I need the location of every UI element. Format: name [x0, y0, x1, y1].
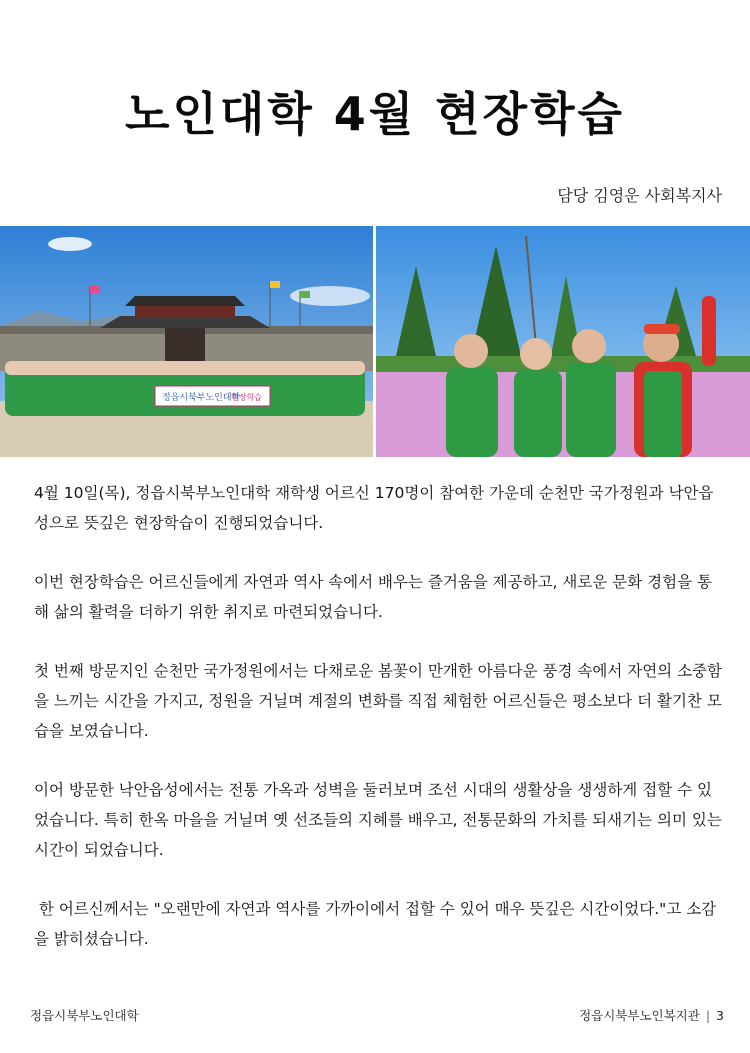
- page-number: 3: [716, 1008, 724, 1023]
- paragraph-1: 4월 10일(목), 정읍시북부노인대학 재학생 어르신 170명이 참여한 가운데 순천만 국가정원과 낙안읍성으로 뜻깊은 현장학습이 진행되었습니다.: [34, 484, 714, 532]
- author-line: 담당 김영운 사회복지사: [557, 186, 722, 205]
- footer-left-label: 정읍시북부노인대학: [30, 1008, 139, 1023]
- photo-row: [0, 226, 750, 457]
- paragraph-4: 이어 방문한 낙안읍성에서는 전통 가옥과 성벽을 둘러보며 조선 시대의 생활상을 생생하게 접할 수 있었습니다. 특히 한옥 마을을 거닐며 옛 선조들의 지혜를 배우고, 전통문화의 가치를 되새기는 의미 있는 시간이 되었습니다.: [34, 781, 722, 859]
- seniors-garden-photo: [376, 226, 750, 457]
- page-title: 노인대학 4월 현장학습: [125, 87, 625, 141]
- footer-right: [579, 1006, 724, 1024]
- paragraph-3: 첫 번째 방문지인 순천만 국가정원에서는 다채로운 봄꽃이 만개한 아름다운 풍경 속에서 자연의 소중함을 느끼는 시간을 가지고, 정원을 거닐며 계절의 변화를 직접 체험한 어르신들은 평소보다 더 활기찬 모습을 보였습니다.: [34, 662, 722, 740]
- paragraph-5: 한 어르신께서는 "오랜만에 자연과 역사를 가까이에서 접할 수 있어 매우 뜻깊은 시간이었다."고 소감을 밝히셨습니다.: [34, 900, 717, 948]
- article-body: [34, 478, 724, 983]
- footer-right-label: 정읍시북부노인복지관: [579, 1008, 700, 1023]
- footer-separator: |: [705, 1008, 711, 1023]
- paragraph-2: 이번 현장학습은 어르신들에게 자연과 역사 속에서 배우는 즐거움을 제공하고, 새로운 문화 경험을 통해 삶의 활력을 더하기 위한 취지로 마련되었습니다.: [34, 573, 712, 621]
- group-photo-fortress: [0, 226, 373, 457]
- banner-text-2: 현장학습: [231, 393, 262, 402]
- banner-text-1: 정읍시북부노인대학: [162, 393, 241, 403]
